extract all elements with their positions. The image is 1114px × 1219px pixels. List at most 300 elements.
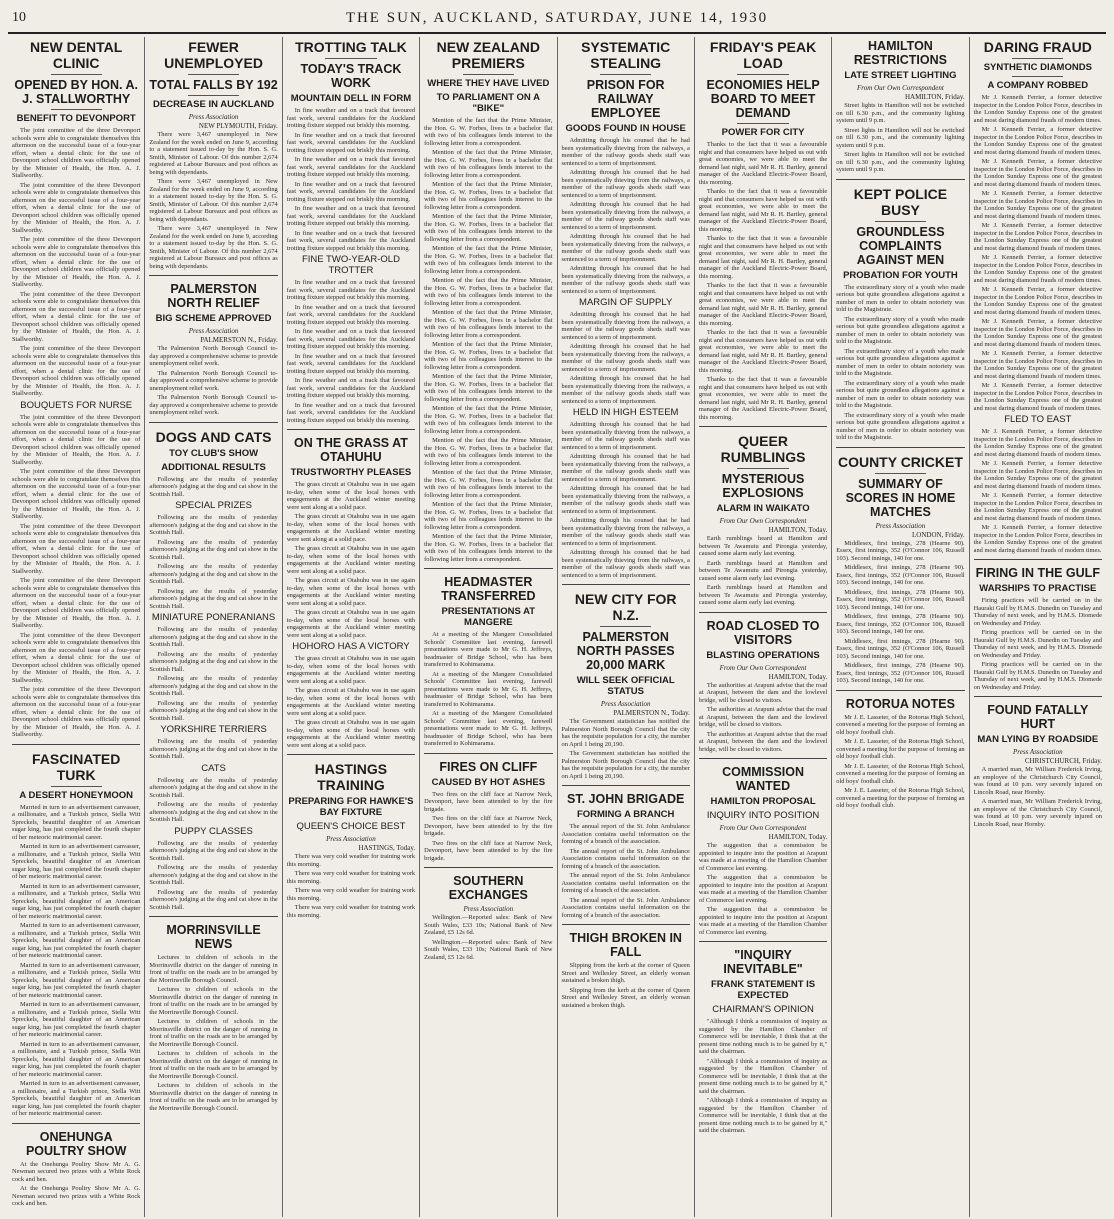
article-body: The extraordinary story of a youth who made serious but quite groundless allegations against a number of men in order to obtain notoriety was told to the Magistrate. bbox=[836, 347, 965, 377]
headline: SOUTHERN EXCHANGES bbox=[448, 874, 528, 902]
article-body: In fine weather and on a track that favoured fast work, several candidates for the Auckland trotting fixture stepped out briskly this morning. bbox=[286, 352, 416, 375]
article-body: Following are the results of yesterday afternoon's judging at the dog and cat show in the Scottish Hall. bbox=[149, 475, 278, 498]
article-body: The grass circuit at Otahuhu was in use again to-day, when some of the local horses with engagements at the Auckland winter meeting were sent along at a solid pace. bbox=[286, 481, 416, 511]
article-body: "Although I think a commission of inquiry as suggested by the Hamilton Chamber of Commerce will be inevitable, I think that at the present time nothing much is to be gained by it," said the chairman. bbox=[698, 1057, 828, 1095]
article-body: Following are the results of yesterday afternoon's judging at the dog and cat show in the Scottish Hall. bbox=[149, 801, 278, 823]
article-body: Firing practices will be carried on in the Hauraki Gulf by H.M.S. Dunedin on Tuesday and Thursday of next week, and by H.M.S. Diomede on Wednesday and Friday. bbox=[973, 597, 1102, 627]
article-body: Middlesex, first innings, 278 (Hearne 90). Essex, first innings, 352 (O'Connor 106, Russell 103). Second innings, 140 for one. bbox=[836, 637, 965, 660]
article-queer-rumblings bbox=[699, 426, 827, 607]
deck: TRUSTWORTHY PLEASES bbox=[290, 467, 412, 478]
article-road-closed bbox=[699, 612, 827, 754]
article-body: Mr J. Kenneth Ferrier, a former detective inspector in the London Police Force, describes in the London Sunday Express one of the greatest and most daring diamond frauds of modern times. bbox=[973, 286, 1102, 316]
source-credit: From Our Own Correspondent bbox=[719, 663, 807, 672]
article-body: The authorities at Arapuni advise that the road at Arapuni, between the dam and the lowlevel bridge, will be closed to visitors. bbox=[698, 706, 828, 728]
source-credit: Press Association bbox=[463, 905, 514, 913]
article-body: At a meeting of the Mangere Consolidated Schools' Committee last evening, farewell presentations were made to Mr G. H. Jeffreys, headmaster of Bridge School, who has been transferred to Kohimarama. bbox=[424, 631, 553, 668]
source-credit: From Our Own Correspondent bbox=[857, 84, 944, 92]
headline: QUEER RUMBLINGS bbox=[720, 433, 806, 465]
deck: WHERE THEY HAVE LIVED bbox=[427, 78, 550, 89]
deck: HAMILTON PROPOSAL bbox=[710, 796, 816, 807]
article-body: Mr J. E. Lasseter, of the Rotorua High School, convened a meeting for the purpose of forming an old boys' football club. bbox=[836, 738, 965, 760]
article-body: In fine weather and on a track that favoured fast work, several candidates for the Auckland trotting fixture stepped out briskly this morning. bbox=[286, 205, 416, 227]
article-body: Admitting through his counsel that he had been systematically thieving from the railways, a member of the railway goods sheds staff was sentenced to a term of imprisonment. bbox=[561, 517, 690, 547]
deck: ADDITIONAL RESULTS bbox=[161, 461, 266, 473]
headline: TROTTING TALK bbox=[295, 39, 407, 55]
article-body: The joint committee of the three Devonport schools were able to congratulate themselves this afternoon on the successful issue of a four-year effort, when a dental clinic for the use of Devonport school children was officially opened by the Minister of Health, the Hon. A. J. Stallworthy. bbox=[12, 686, 141, 738]
column-7 bbox=[832, 37, 969, 1217]
article-body: Admitting through his counsel that he had been systematically thieving from the railways, a member of the railway goods sheds staff was sentenced to a term of imprisonment. bbox=[561, 549, 690, 579]
article-body: Lectures to children of schools in the Morrinsville district on the danger of running in front of traffic on the roads are to be arranged by the Morrinsville Borough Council. bbox=[149, 1018, 278, 1048]
article-body: "Although I think a commission of inquiry as suggested by the Hamilton Chamber of Commerce will be inevitable, I think that at the present time nothing much is to be gained by it," said the chairman. bbox=[698, 1018, 828, 1055]
article-body: The joint committee of the three Devonport schools were able to congratulate themselves this afternoon on the successful issue of a four-year effort, when a dental clinic for the use of Devonport school children was officially opened by the Minister of Health, the Hon. A. J. Stallworthy. bbox=[12, 522, 141, 575]
article-body: The grass circuit at Otahuhu was in use again to-day, when some of the local horses with engagements at the Auckland winter meeting were sent along at a solid pace. bbox=[286, 513, 416, 543]
deck: OPENED BY HON. A. J. STALLWORTHY bbox=[14, 78, 138, 106]
article-body: In fine weather and on a track that favoured fast work, several candidates for the Auckland trotting fixture stepped out briskly this morning. bbox=[286, 303, 416, 326]
source-credit: Press Association bbox=[188, 113, 239, 121]
article-body: Following are the results of yesterday afternoon's judging at the dog and cat show in the Scottish Hall. bbox=[149, 675, 278, 697]
source-credit: Press Association bbox=[875, 521, 926, 530]
article-fewer-unemployed bbox=[149, 39, 277, 270]
article-body: Two fires on the cliff face at Narrow Neck, Devonport, have been attended to by the fire brigade. bbox=[424, 790, 553, 813]
article-body: The suggestion that a commission be appointed to inquire into the position at Arapuni was made at a meeting of the Hamilton Chamber of Commerce last evening. bbox=[698, 842, 828, 872]
page-number: 10 bbox=[12, 10, 26, 25]
deck: CAUSED BY HOT ASHES bbox=[431, 776, 546, 788]
article-trotting-talk bbox=[287, 39, 415, 424]
article-body: Middlesex, first innings, 278 (Hearne 90). Essex, first innings, 352 (O'Connor 106, Russell 103). Second innings, 140 for one. bbox=[836, 564, 965, 586]
article-body: Mention of the fact that the Prime Minister, the Hon. G. W. Forbes, lives in a bachelor flat with two of his colleagues lends interest to the following letter from a correspondent. bbox=[424, 533, 553, 563]
article-body: Thanks to the fact that it was a favourable night and that consumers have helped us out with great economies, we were able to meet the demand last night, said Mr R. H. Bartley, general manager of the Auckland Electric-Power Board, this morning. bbox=[698, 329, 828, 374]
headline: HAMILTON RESTRICTIONS bbox=[853, 39, 947, 67]
article-body: Following are the results of yesterday afternoon's judging at the dog and cat show in the Scottish Hall. bbox=[149, 699, 278, 722]
subheading: FLED TO EAST bbox=[1004, 414, 1072, 425]
article-body: The authorities at Arapuni advise that the road at Arapuni, between the dam and the lowlevel bridge, will be closed to visitors. bbox=[698, 730, 828, 753]
column-1 bbox=[8, 37, 145, 1217]
deck: ALARM IN WAIKATO bbox=[716, 503, 810, 514]
headline: DARING FRAUD bbox=[983, 39, 1092, 55]
article-body: The grass circuit at Otahuhu was in use again to-day, when some of the local horses with engagements at the Auckland winter meeting were sent along at a solid pace. bbox=[286, 655, 416, 685]
article-body: Middlesex, first innings, 278 (Hearne 90). Essex, first innings, 352 (O'Connor 106, Russell 103). Second innings, 140 for one. bbox=[836, 588, 965, 611]
subheading: MINIATURE PONERANIANS bbox=[151, 612, 276, 623]
article-body: The Government statistician has notified the Palmerston North Borough Council that the city has the requisite population for a city, the number on April 1 being 20,190. bbox=[561, 750, 690, 780]
article-body: There was very cold weather for training work this morning. bbox=[286, 870, 416, 885]
headline: HASTINGS TRAINING bbox=[314, 761, 388, 793]
article-body: Following are the results of yesterday afternoon's judging at the dog and cat show in the Scottish Hall. bbox=[149, 626, 278, 648]
article-body: Mention of the fact that the Prime Minister, the Hon. G. W. Forbes, lives in a bachelor flat with two of his colleagues lends interest to the following letter from a correspondent. bbox=[424, 405, 553, 435]
article-body: The joint committee of the three Devonport schools were able to congratulate themselves this afternoon on the successful issue of a four-year effort, when a dental clinic for the use of Devonport school children was officially opened by the Minister of Health, the Hon. A. J. Stallworthy. bbox=[12, 577, 141, 629]
deck: PALMERSTON NORTH PASSES 20,000 MARK bbox=[576, 630, 675, 672]
article-body: In fine weather and on a track that favoured fast work, several candidates for the Auckland trotting fixture stepped out briskly this morning. bbox=[286, 156, 416, 178]
article-body: Mr J. Kenneth Ferrier, a former detective inspector in the London Police Force, describes in the London Sunday Express one of the greatest and most daring diamond frauds of modern times. bbox=[973, 94, 1102, 124]
article-body: The joint committee of the three Devonport schools were able to congratulate themselves this afternoon on the successful issue of a four-year effort, when a dental clinic for the use of Devonport school children was officially opened by the Minister of Health, the Hon. A. J. Stallworthy. bbox=[12, 413, 141, 466]
columns bbox=[8, 37, 1106, 1217]
headline: ON THE GRASS AT OTAHUHU bbox=[293, 436, 408, 464]
article-fascinated-turk bbox=[12, 744, 140, 1118]
article-body: Mr J. Kenneth Ferrier, a former detective inspector in the London Police Force, describes in the London Sunday Express one of the greatest and most daring diamond frauds of modern times. bbox=[973, 190, 1102, 220]
article-body: Married in turn to an advertisement canvasser, a millionaire, and a Turkish prince, Stella Witt Spreckels, beautiful daughter of an American sugar king, has just completed the fourth chapter of her meteoric matrimonial career. bbox=[12, 882, 141, 920]
article-body: The suggestion that a commission be appointed to inquire into the position at Arapuni was made at a meeting of the Hamilton Chamber of Commerce last evening. bbox=[698, 906, 828, 936]
deck: FRANK STATEMENT IS EXPECTED bbox=[710, 979, 816, 1001]
article-body: Following are the results of yesterday afternoon's judging at the dog and cat show in the Scottish Hall. bbox=[149, 650, 278, 673]
article-body: Street lights in Hamilton will not be switched on till 6.30 p.m., and the community lighting system until 9 p.m. bbox=[836, 126, 965, 149]
article-body: Following are the results of yesterday afternoon's judging at the dog and cat show in the Scottish Hall. bbox=[149, 538, 278, 561]
article-hamilton-restrictions bbox=[836, 39, 964, 174]
headline: THIGH BROKEN IN FALL bbox=[569, 931, 682, 959]
article-body: Two fires on the cliff face at Narrow Neck, Devonport, have been attended to by the fire brigade. bbox=[424, 839, 553, 862]
headline: MORRINSVILLE NEWS bbox=[166, 923, 261, 951]
deck: PREPARING FOR HAWKE'S BAY FIXTURE bbox=[288, 796, 414, 818]
article-southern-exchanges bbox=[424, 867, 552, 961]
article-body: The annual report of the St. John Ambulance Association contains useful information on the forming of a branch of the association. bbox=[561, 823, 690, 845]
article-body: Admitting through his counsel that he had been systematically thieving from the railways, a member of the railway goods sheds staff was sentenced to a term of imprisonment. bbox=[561, 265, 690, 295]
article-body: A married man, Mr William Frederick Irving, an employee of the Christchurch City Council, was found at 10 p.m. very severely injured on Lincoln Road, near Hornby. bbox=[973, 798, 1102, 828]
subheading: HOHORO HAS A VICTORY bbox=[292, 641, 410, 652]
article-body: Slipping from the kerb at the corner of Queen Street and Wellesley Street, an elderly woman sustained a broken thigh. bbox=[561, 962, 690, 984]
deck: WARSHIPS TO PRACTISE bbox=[979, 583, 1097, 594]
article-body: In fine weather and on a track that favoured fast work, several candidates for the Auckland trotting fixture stepped out briskly this morning. bbox=[286, 377, 416, 399]
article-body: Lectures to children of schools in the Morrinsville district on the danger of running in front of traffic on the roads are to be arranged by the Morrinsville Borough Council. bbox=[149, 1050, 278, 1080]
article-body: Middlesex, first innings, 278 (Hearne 90). Essex, first innings, 352 (O'Connor 106, Russell 103). Second innings, 140 for one. bbox=[836, 539, 965, 562]
article-body: Married in turn to an advertisement canvasser, a millionaire, and a Turkish prince, Stella Witt Spreckels, beautiful daughter of an American sugar king, has just completed the fourth chapter of her meteoric matrimonial career. bbox=[12, 1001, 141, 1038]
article-peak-load bbox=[699, 39, 827, 421]
article-body: Mention of the fact that the Prime Minister, the Hon. G. W. Forbes, lives in a bachelor flat with two of his colleagues lends interest to the following letter from a correspondent. bbox=[424, 469, 553, 499]
article-dogs-and-cats bbox=[149, 422, 277, 912]
article-body: Mr J. Kenneth Ferrier, a former detective inspector in the London Police Force, describes in the London Sunday Express one of the greatest and most daring diamond frauds of modern times. bbox=[973, 318, 1102, 348]
article-body: There was very cold weather for training work this morning. bbox=[286, 904, 416, 919]
article-body: Following are the results of yesterday afternoon's judging at the dog and cat show in the Scottish Hall. bbox=[149, 864, 278, 886]
article-body: The Palmerston North Borough Council to-day approved a comprehensive scheme to provide unemployment relief work. bbox=[149, 345, 278, 367]
article-body: Mr J. E. Lasseter, of the Rotorua High School, convened a meeting for the purpose of forming an old boys' football club. bbox=[836, 787, 965, 809]
deck: SUMMARY OF SCORES IN HOME MATCHES bbox=[845, 476, 956, 519]
article-body: The extraordinary story of a youth who made serious but quite groundless allegations against a number of men in order to obtain notoriety was told to the Magistrate. bbox=[836, 411, 965, 441]
article-body: There were 3,467 unemployed in New Zealand for the week ended on June 9, according to a statement issued to-day by the Hon. S. G. Smith, Minister of Labour. Of this number 2,674 registered at Labour Bureaux and post offices as being with dependants. bbox=[149, 178, 278, 223]
deck: GROUNDLESS COMPLAINTS AGAINST MEN bbox=[856, 224, 945, 267]
article-body: The joint committee of the three Devonport schools were able to congratulate themselves this afternoon on the successful issue of a four-year effort, when a dental clinic for the use of Devonport school children was officially opened by the Minister of Health, the Hon. A. J. Stallworthy. bbox=[12, 468, 141, 520]
dateline: CHRISTCHURCH, Friday. bbox=[1024, 757, 1102, 765]
deck: BIG SCHEME APPROVED bbox=[155, 313, 272, 324]
headline: PALMERSTON NORTH RELIEF bbox=[167, 282, 260, 310]
article-body: The grass circuit at Otahuhu was in use again to-day, when some of the local horses with engagements at the Auckland winter meeting were sent along at a solid pace. bbox=[286, 545, 416, 575]
article-body: Mr J. Kenneth Ferrier, a former detective inspector in the London Police Force, describes in the London Sunday Express one of the greatest and most daring diamond frauds of modern times. bbox=[973, 492, 1102, 522]
article-body: The annual report of the St. John Ambulance Association contains useful information on the forming of a branch of the association. bbox=[561, 872, 690, 894]
article-body: In fine weather and on a track that favoured fast work, several candidates for the Auckland trotting fixture stepped out briskly this morning. bbox=[286, 401, 416, 424]
article-body: The authorities at Arapuni advise that the road at Arapuni, between the dam and the lowlevel bridge, will be closed to visitors. bbox=[698, 681, 828, 704]
article-morrinsville bbox=[149, 916, 277, 1112]
article-body: The Palmerston North Borough Council to-day approved a comprehensive scheme to provide unemployment relief work. bbox=[149, 394, 278, 416]
article-daring-fraud bbox=[974, 39, 1102, 554]
deck: TOY CLUB'S SHOW bbox=[169, 447, 259, 459]
article-body: Thanks to the fact that it was a favourable night and that consumers have helped us out with great economies, we were able to meet the demand last night, said Mr R. H. Bartley, general manager of the Auckland Electric-Power Board, this morning. bbox=[698, 141, 828, 186]
headline: KEPT POLICE BUSY bbox=[853, 185, 948, 218]
headline: HEADMASTER TRANSFERRED bbox=[441, 575, 536, 603]
source-credit: Press Association bbox=[1013, 748, 1063, 756]
deck: A DESERT HONEYMOON bbox=[19, 789, 134, 801]
article-body: Admitting through his counsel that he had been systematically thieving from the railways, a member of the railway goods sheds staff was sentenced to a term of imprisonment. bbox=[561, 233, 690, 263]
article-body: In fine weather and on a track that favoured fast work, several candidates for the Auckland trotting fixture stepped out briskly this morning. bbox=[286, 131, 416, 154]
article-body: Married in turn to an advertisement canvasser, a millionaire, and a Turkish prince, Stella Witt Spreckels, beautiful daughter of an American sugar king, has just completed the fourth chapter of her meteoric matrimonial career. bbox=[12, 961, 141, 999]
article-body: Admitting through his counsel that he had been systematically thieving from the railways, a member of the railway goods sheds staff was sentenced to a term of imprisonment. bbox=[561, 453, 690, 483]
deck: BLASTING OPERATIONS bbox=[706, 649, 820, 661]
article-body: The grass circuit at Otahuhu was in use again to-day, when some of the local horses with engagements at the Auckland winter meeting were sent along at a solid pace. bbox=[286, 719, 416, 749]
article-body: Mention of the fact that the Prime Minister, the Hon. G. W. Forbes, lives in a bachelor flat with two of his colleagues lends interest to the following letter from a correspondent. bbox=[424, 117, 553, 147]
article-body: In fine weather and on a track that favoured fast work, several candidates for the Auckland trotting fixture stepped out briskly this morning. bbox=[286, 279, 416, 301]
article-body: The grass circuit at Otahuhu was in use again to-day, when some of the local horses with engagements at the Auckland winter meeting were sent along at a solid pace. bbox=[286, 577, 416, 607]
article-body: Mr J. Kenneth Ferrier, a former detective inspector in the London Police Force, describes in the London Sunday Express one of the greatest and most daring diamond frauds of modern times. bbox=[973, 428, 1102, 458]
headline: ROAD CLOSED TO VISITORS bbox=[706, 618, 820, 647]
deck: GOODS FOUND IN HOUSE bbox=[565, 123, 686, 134]
headline: NEW ZEALAND PREMIERS bbox=[436, 39, 541, 71]
article-onehunga-poultry bbox=[12, 1123, 140, 1208]
article-hastings-training bbox=[287, 754, 415, 919]
article-body: Mr J. Kenneth Ferrier, a former detective inspector in the London Police Force, describes in the London Sunday Express one of the greatest and most daring diamond frauds of modern times. bbox=[973, 350, 1102, 380]
article-body: Mention of the fact that the Prime Minister, the Hon. G. W. Forbes, lives in a bachelor flat with two of his colleagues lends interest to the following letter from a correspondent. bbox=[424, 341, 553, 371]
masthead bbox=[8, 6, 1106, 34]
deck: TOTAL FALLS BY 192 bbox=[149, 78, 278, 92]
deck: MYSTERIOUS EXPLOSIONS bbox=[721, 472, 805, 500]
headline: SYSTEMATIC STEALING bbox=[581, 39, 671, 71]
headline: FRIDAY'S PEAK LOAD bbox=[709, 39, 817, 71]
deck: BENEFIT TO DEVONPORT bbox=[16, 113, 136, 124]
dateline: HAMILTON, Today. bbox=[768, 526, 828, 534]
subheading: YORKSHIRE TERRIERS bbox=[160, 724, 267, 735]
column-4 bbox=[420, 37, 557, 1217]
article-body: Middlesex, first innings, 278 (Hearne 90). Essex, first innings, 352 (O'Connor 106, Russell 103). Second innings, 140 for one. bbox=[836, 662, 965, 684]
source-credit: From Our Own Correspondent bbox=[719, 824, 807, 832]
deck: QUEEN'S CHOICE BEST bbox=[296, 821, 406, 832]
article-body: Following are the results of yesterday afternoon's judging at the dog and cat show in the Scottish Hall. bbox=[149, 738, 278, 760]
article-body: At a meeting of the Mangere Consolidated Schools' Committee last evening, farewell presentations were made to Mr G. H. Jeffreys, headmaster of Bridge School, who has been transferred to Kohimarama. bbox=[424, 670, 553, 708]
article-body: Firing practices will be carried on in the Hauraki Gulf by H.M.S. Dunedin on Tuesday and Thursday of next week, and by H.M.S. Diomede on Wednesday and Friday. bbox=[973, 629, 1102, 659]
article-body: Lectures to children of schools in the Morrinsville district on the danger of running in front of traffic on the roads are to be arranged by the Morrinsville Borough Council. bbox=[149, 986, 278, 1016]
article-body: Middlesex, first innings, 278 (Hearne 90). Essex, first innings, 352 (O'Connor 106, Russell 103). Second innings, 140 for one. bbox=[836, 613, 965, 635]
column-5 bbox=[558, 37, 695, 1217]
article-otahuhu bbox=[287, 429, 415, 749]
headline: ONEHUNGA POULTRY SHOW bbox=[25, 1129, 127, 1158]
article-body: Mention of the fact that the Prime Minister, the Hon. G. W. Forbes, lives in a bachelor flat with two of his colleagues lends interest to the following letter from a correspondent. bbox=[424, 309, 553, 339]
article-body: Married in turn to an advertisement canvasser, a millionaire, and a Turkish prince, Stella Witt Spreckels, beautiful daughter of an American sugar king, has just completed the fourth chapter of her meteoric matrimonial career. bbox=[12, 1040, 141, 1078]
headline: ROTORUA NOTES bbox=[845, 696, 955, 711]
article-body: Mention of the fact that the Prime Minister, the Hon. G. W. Forbes, lives in a bachelor flat with two of his colleagues lends interest to the following letter from a correspondent. bbox=[424, 373, 553, 403]
article-body: Admitting through his counsel that he had been systematically thieving from the railways, a member of the railway goods sheds staff was sentenced to a term of imprisonment. bbox=[561, 169, 690, 199]
article-commission-wanted bbox=[699, 758, 827, 936]
article-body: Married in turn to an advertisement canvasser, a millionaire, and a Turkish prince, Stella Witt Spreckels, beautiful daughter of an American sugar king, has just completed the fourth chapter of her meteoric matrimonial career. bbox=[12, 922, 141, 959]
deck: WILL SEEK OFFICIAL STATUS bbox=[576, 675, 675, 697]
article-body: Admitting through his counsel that he had been systematically thieving from the railways, a member of the railway goods sheds staff was sentenced to a term of imprisonment. bbox=[561, 201, 690, 231]
article-body: Following are the results of yesterday afternoon's judging at the dog and cat show in the Scottish Hall. bbox=[149, 888, 278, 911]
article-dental-clinic bbox=[12, 39, 140, 739]
deck: INQUIRY INTO POSITION bbox=[706, 810, 820, 821]
article-body: Mention of the fact that the Prime Minister, the Hon. G. W. Forbes, lives in a bachelor flat with two of his colleagues lends interest to the following letter from a correspondent. bbox=[424, 277, 553, 307]
subheading: SPECIAL PRIZES bbox=[175, 500, 252, 511]
article-body: The joint committee of the three Devonport schools were able to congratulate themselves this afternoon on the successful issue of a four-year effort, when a dental clinic for the use of Devonport school children was officially opened by the Minister of Health, the Hon. A. J. Stallworthy. bbox=[12, 290, 141, 343]
dateline: PALMERSTON N., Friday. bbox=[200, 336, 278, 344]
article-body: Mr J. Kenneth Ferrier, a former detective inspector in the London Police Force, describes in the London Sunday Express one of the greatest and most daring diamond frauds of modern times. bbox=[973, 126, 1102, 156]
article-body: In fine weather and on a track that favoured fast work, several candidates for the Auckland trotting fixture stepped out briskly this morning. bbox=[286, 180, 416, 203]
article-body: The joint committee of the three Devonport schools were able to congratulate themselves this afternoon on the successful issue of a four-year effort, when a dental clinic for the use of Devonport school children was officially opened by the Minister of Health, the Hon. A. J. Stallworthy. bbox=[12, 236, 141, 288]
article-thigh-broken bbox=[562, 924, 690, 1009]
source-credit: From Our Own Correspondent bbox=[719, 517, 807, 525]
dateline: HAMILTON, Friday. bbox=[904, 93, 965, 101]
article-body: Two fires on the cliff face at Narrow Neck, Devonport, have been attended to by the fire brigade. bbox=[424, 815, 553, 837]
subheading: BOUQUETS FOR NURSE bbox=[20, 399, 133, 411]
dateline: NEW PLYMOUTH, Friday. bbox=[198, 122, 278, 130]
subheading: HELD IN HIGH ESTEEM bbox=[572, 407, 679, 418]
subheading: MARGIN OF SUPPLY bbox=[579, 297, 673, 308]
article-systematic-stealing bbox=[562, 39, 690, 579]
article-body: Admitting through his counsel that he had been systematically thieving from the railways, a member of the railway goods sheds staff was sentenced to a term of imprisonment. bbox=[561, 485, 690, 515]
headline: DOGS AND CATS bbox=[155, 428, 272, 445]
article-body: The joint committee of the three Devonport schools were able to congratulate themselves this afternoon on the successful issue of a four-year effort, when a dental clinic for the use of Devonport school children was officially opened by the Minister of Health, the Hon. A. J. Stallworthy. bbox=[12, 181, 141, 234]
article-body: Mr J. Kenneth Ferrier, a former detective inspector in the London Police Force, describes in the London Sunday Express one of the greatest and most daring diamond frauds of modern times. bbox=[973, 222, 1102, 252]
article-body: Firing practices will be carried on in the Hauraki Gulf by H.M.S. Dunedin on Tuesday and Thursday of next week, and by H.M.S. Diomede on Wednesday and Friday. bbox=[973, 661, 1102, 691]
article-st-john-brigade bbox=[562, 785, 690, 919]
article-body: There were 3,467 unemployed in New Zealand for the week ended on June 9, according to a statement issued to-day by the Hon. S. G. Smith, Minister of Labour. Of this number 2,674 registered at Labour Bureaux and post offices as being with dependants. bbox=[149, 131, 278, 176]
article-body: Following are the results of yesterday afternoon's judging at the dog and cat show in the Scottish Hall. bbox=[149, 839, 278, 862]
deck: TO PARLIAMENT ON A "BIKE" bbox=[436, 92, 540, 114]
article-body: Mr J. Kenneth Ferrier, a former detective inspector in the London Police Force, describes in the London Sunday Express one of the greatest and most daring diamond frauds of modern times. bbox=[973, 254, 1102, 284]
deck: PROBATION FOR YOUTH bbox=[843, 269, 958, 281]
deck: ECONOMIES HELP BOARD TO MEET DEMAND bbox=[706, 78, 820, 120]
headline: FIRING IN THE GULF bbox=[975, 566, 1100, 580]
headline: ST. JOHN BRIGADE bbox=[566, 792, 685, 806]
masthead-title: THE SUN, AUCKLAND, SATURDAY, JUNE 14, 1930 bbox=[345, 10, 769, 26]
article-body: Admitting through his counsel that he had been systematically thieving from the railways, a member of the railway goods sheds staff was sentenced to a term of imprisonment. bbox=[561, 137, 690, 167]
article-body: Married in turn to an advertisement canvasser, a millionaire, and a Turkish prince, Stella Witt Spreckels, beautiful daughter of an American sugar king, has just completed the fourth chapter of her meteoric matrimonial career. bbox=[12, 803, 141, 841]
deck: DECREASE IN AUCKLAND bbox=[153, 99, 275, 110]
source-credit: Press Association bbox=[600, 700, 651, 708]
article-body: Admitting through his counsel that he had been systematically thieving from the railways, a member of the railway goods sheds staff was sentenced to a term of imprisonment. bbox=[561, 421, 690, 451]
article-firing-in-gulf bbox=[974, 559, 1102, 691]
article-body: Following are the results of yesterday afternoon's judging at the dog and cat show in the Scottish Hall. bbox=[149, 563, 278, 585]
article-body: The annual report of the St. John Ambulance Association contains useful information on the forming of a branch of the association. bbox=[561, 896, 690, 919]
headline: FEWER UNEMPLOYED bbox=[164, 39, 263, 71]
article-body: At the Onehunga Poultry Show Mr A. G. Newman secured two prizes with a White Rock cock and hen. bbox=[12, 1185, 141, 1207]
subheading: CATS bbox=[201, 762, 226, 774]
article-body: At a meeting of the Mangere Consolidated Schools' Committee last evening, farewell presentations were made to Mr G. H. Jeffreys, headmaster of Bridge School, who has been transferred to Kohimarama. bbox=[424, 710, 553, 747]
deck: SYNTHETIC DIAMONDS bbox=[983, 62, 1092, 73]
article-body: There was very cold weather for training work this morning. bbox=[286, 853, 416, 868]
subheading: PUPPY CLASSES bbox=[174, 825, 253, 837]
headline: COMMISSION WANTED bbox=[722, 765, 805, 793]
article-body: The grass circuit at Otahuhu was in use again to-day, when some of the local horses with engagements at the Auckland winter meeting were sent along at a solid pace. bbox=[286, 609, 416, 639]
column-6 bbox=[695, 37, 832, 1217]
article-body: Mr J. E. Lasseter, of the Rotorua High School, convened a meeting for the purpose of forming an old boys' football club. bbox=[836, 713, 965, 736]
article-body: Mention of the fact that the Prime Minister, the Hon. G. W. Forbes, lives in a bachelor flat with two of his colleagues lends interest to the following letter from a correspondent. bbox=[424, 501, 553, 531]
article-body: Street lights in Hamilton will not be switched on till 6.30 p.m., and the community lighting system until 9 p.m. bbox=[836, 151, 965, 173]
deck: LATE STREET LIGHTING bbox=[844, 70, 957, 81]
deck: PRISON FOR RAILWAY EMPLOYEE bbox=[586, 78, 665, 120]
article-body: Wellington.—Reported sales: Bank of New South Wales, £33 10s; National Bank of New Zealand, £5 12s 6d. bbox=[424, 914, 553, 936]
source-credit: Press Association bbox=[326, 835, 376, 843]
article-body: Lectures to children of schools in the Morrinsville district on the danger of running in front of traffic on the roads are to be arranged by the Morrinsville Borough Council. bbox=[149, 954, 278, 984]
article-body: Wellington.—Reported sales: Bank of New South Wales, £33 10s; National Bank of New Zealand, £5 12s 6d. bbox=[424, 938, 553, 961]
article-kept-police-busy bbox=[836, 179, 964, 442]
article-body: Following are the results of yesterday afternoon's judging at the dog and cat show in the Scottish Hall. bbox=[149, 776, 278, 799]
article-body: Earth rumblings heard at Hamilton and between Te Awamutu and Pirongia yesterday, caused some alarm early last evening. bbox=[698, 584, 828, 606]
article-palmerston-relief bbox=[149, 275, 277, 417]
article-body: The extraordinary story of a youth who made serious but quite groundless allegations against a number of men in order to obtain notoriety was told to the Magistrate. bbox=[836, 283, 965, 313]
article-body: In fine weather and on a track that favoured fast work, several candidates for the Auckland trotting fixture stepped out briskly this morning. bbox=[286, 328, 416, 350]
article-body: Mention of the fact that the Prime Minister, the Hon. G. W. Forbes, lives in a bachelor flat with two of his colleagues lends interest to the following letter from a correspondent. bbox=[424, 437, 553, 467]
article-body: A married man, Mr William Frederick Irving, an employee of the Christchurch City Council, was found at 10 p.m. very severely injured on Lincoln Road, near Hornby. bbox=[973, 766, 1102, 796]
article-body: The Government statistician has notified the Palmerston North Borough Council that the city has the requisite population for a city, the number on April 1 being 20,190. bbox=[561, 718, 690, 748]
article-body: Mention of the fact that the Prime Minister, the Hon. G. W. Forbes, lives in a bachelor flat with two of his colleagues lends interest to the following letter from a correspondent. bbox=[424, 181, 553, 211]
deck: POWER FOR CITY bbox=[721, 127, 805, 138]
article-body: Mention of the fact that the Prime Minister, the Hon. G. W. Forbes, lives in a bachelor flat with two of his colleagues lends interest to the following letter from a correspondent. bbox=[424, 245, 553, 275]
article-body: The joint committee of the three Devonport schools were able to congratulate themselves this afternoon on the successful issue of a four-year effort, when a dental clinic for the use of Devonport school children was officially opened by the Minister of Health, the Hon. A. J. Stallworthy. bbox=[12, 345, 141, 397]
article-body: Thanks to the fact that it was a favourable night and that consumers have helped us out with great economies, we were able to meet the demand last night, said Mr R. H. Bartley, general manager of the Auckland Electric-Power Board, this morning. bbox=[698, 282, 828, 327]
article-new-city bbox=[562, 584, 690, 780]
article-body: Following are the results of yesterday afternoon's judging at the dog and cat show in the Scottish Hall. bbox=[149, 514, 278, 536]
article-body: In fine weather and on a track that favoured fast work, several candidates for the Auckland trotting fixture stepped out briskly this morning. bbox=[286, 107, 416, 129]
article-body: Mr J. Kenneth Ferrier, a former detective inspector in the London Police Force, describes in the London Sunday Express one of the greatest and most daring diamond frauds of modern times. bbox=[973, 460, 1102, 490]
article-body: Thanks to the fact that it was a favourable night and that consumers have helped us out with great economies, we were able to meet the demand last night, said Mr R. H. Bartley, general manager of the Auckland Electric-Power Board, this morning. bbox=[698, 376, 828, 421]
article-county-cricket bbox=[836, 447, 964, 685]
article-body: The grass circuit at Otahuhu was in use again to-day, when some of the local horses with engagements at the Auckland winter meeting were sent along at a solid pace. bbox=[286, 687, 416, 717]
article-body: Admitting through his counsel that he had been systematically thieving from the railways, a member of the railway goods sheds staff was sentenced to a term of imprisonment. bbox=[561, 311, 690, 341]
article-body: At the Onehunga Poultry Show Mr A. G. Newman secured two prizes with a White Rock cock and hen. bbox=[12, 1160, 141, 1183]
article-body: Mr J. Kenneth Ferrier, a former detective inspector in the London Police Force, describes in the London Sunday Express one of the greatest and most daring diamond frauds of modern times. bbox=[973, 524, 1102, 554]
article-body: Street lights in Hamilton will not be switched on till 6.30 p.m., and the community lighting system until 9 p.m. bbox=[836, 102, 965, 124]
dateline: HAMILTON, Today. bbox=[768, 833, 828, 841]
article-body: Mention of the fact that the Prime Minister, the Hon. G. W. Forbes, lives in a bachelor flat with two of his colleagues lends interest to the following letter from a correspondent. bbox=[424, 213, 553, 243]
article-headmaster bbox=[424, 568, 552, 748]
article-body: Earth rumblings heard at Hamilton and between Te Awamutu and Pirongia yesterday, caused some alarm early last evening. bbox=[698, 559, 828, 582]
headline: FIRES ON CLIFF bbox=[439, 759, 538, 774]
article-body: Married in turn to an advertisement canvasser, a millionaire, and a Turkish prince, Stella Witt Spreckels, beautiful daughter of an American sugar king, has just completed the fourth chapter of her meteoric matrimonial career. bbox=[12, 1080, 141, 1117]
article-body: The joint committee of the three Devonport schools were able to congratulate themselves this afternoon on the successful issue of a four-year effort, when a dental clinic for the use of Devonport school children was officially opened by the Minister of Health, the Hon. A. J. Stallworthy. bbox=[12, 631, 141, 684]
article-body: The joint committee of the three Devonport schools were able to congratulate themselves this afternoon on the successful issue of a four-year effort, when a dental clinic for the use of Devonport school children was officially opened by the Minister of Health, the Hon. A. J. Stallworthy. bbox=[12, 127, 141, 179]
deck: MAN LYING BY ROADSIDE bbox=[977, 734, 1099, 745]
headline: NEW DENTAL CLINIC bbox=[30, 39, 123, 71]
article-body: "Although I think a commission of inquiry as suggested by the Hamilton Chamber of Commerce will be inevitable, I think that at the present time nothing much is to be gained by it," said the chairman. bbox=[698, 1097, 828, 1134]
article-body: The extraordinary story of a youth who made serious but quite groundless allegations against a number of men in order to obtain notoriety was told to the Magistrate. bbox=[836, 379, 965, 409]
headline: "INQUIRY INEVITABLE" bbox=[723, 948, 803, 976]
article-inquiry-inevitable bbox=[699, 941, 827, 1135]
article-body: Admitting through his counsel that he had been systematically thieving from the railways, a member of the railway goods sheds staff was sentenced to a term of imprisonment. bbox=[561, 375, 690, 405]
deck: A COMPANY ROBBED bbox=[987, 80, 1089, 91]
column-2 bbox=[145, 37, 282, 1217]
column-3 bbox=[283, 37, 420, 1217]
deck: TODAY'S TRACK WORK bbox=[300, 62, 402, 90]
source-credit: Press Association bbox=[188, 327, 239, 335]
dateline: LONDON, Friday. bbox=[912, 530, 965, 539]
column-8 bbox=[970, 37, 1106, 1217]
headline: COUNTY CRICKET bbox=[837, 453, 963, 470]
article-body: The Palmerston North Borough Council to-day approved a comprehensive scheme to provide unemployment relief work. bbox=[149, 369, 278, 392]
article-body: There were 3,467 unemployed in New Zealand for the week ended on June 9, according to a statement issued to-day by the Hon. S. G. Smith, Minister of Labour. Of this number 2,674 registered at Labour Bureaux and post offices as being with dependants. bbox=[149, 225, 278, 270]
article-body: In fine weather and on a track that favoured fast work, several candidates for the Auckland trotting fixture stepped out briskly this morning. bbox=[286, 229, 416, 252]
deck: CHAIRMAN'S OPINION bbox=[712, 1004, 814, 1015]
article-found-fatally-hurt bbox=[974, 696, 1102, 828]
article-nz-premiers bbox=[424, 39, 552, 563]
article-body: Mr J. Kenneth Ferrier, a former detective inspector in the London Police Force, describes in the London Sunday Express one of the greatest and most daring diamond frauds of modern times. bbox=[973, 158, 1102, 188]
article-body: Mr J. E. Lasseter, of the Rotorua High School, convened a meeting for the purpose of forming an old boys' football club. bbox=[836, 762, 965, 785]
article-body: Lectures to children of schools in the Morrinsville district on the danger of running in front of traffic on the roads are to be arranged by the Morrinsville Borough Council. bbox=[149, 1082, 278, 1112]
article-body: Admitting through his counsel that he had been systematically thieving from the railways, a member of the railway goods sheds staff was sentenced to a term of imprisonment. bbox=[561, 343, 690, 373]
deck: PRESENTATIONS AT MANGERE bbox=[441, 606, 536, 628]
article-body: There was very cold weather for training work this morning. bbox=[286, 887, 416, 902]
dateline: PALMERSTON N., Today. bbox=[613, 709, 690, 717]
article-body: Following are the results of yesterday afternoon's judging at the dog and cat show in the Scottish Hall. bbox=[149, 587, 278, 610]
headline: NEW CITY FOR N.Z. bbox=[574, 591, 677, 623]
article-body: Mention of the fact that the Prime Minister, the Hon. G. W. Forbes, lives in a bachelor flat with two of his colleagues lends interest to the following letter from a correspondent. bbox=[424, 149, 553, 179]
article-body: Mr J. Kenneth Ferrier, a former detective inspector in the London Police Force, describes in the London Sunday Express one of the greatest and most daring diamond frauds of modern times. bbox=[973, 382, 1102, 412]
article-body: Thanks to the fact that it was a favourable night and that consumers have helped us out with great economies, we were able to meet the demand last night, said Mr R. H. Bartley, general manager of the Auckland Electric-Power Board, this morning. bbox=[698, 188, 828, 233]
article-rotorua-notes bbox=[836, 690, 964, 810]
subheading: FINE TWO-YEAR-OLD TROTTER bbox=[301, 254, 400, 276]
article-body: Married in turn to an advertisement canvasser, a millionaire, and a Turkish prince, Stella Witt Spreckels, beautiful daughter of an American sugar king, has just completed the fourth chapter of her meteoric matrimonial career. bbox=[12, 843, 141, 880]
deck: MOUNTAIN DELL IN FORM bbox=[290, 93, 412, 104]
